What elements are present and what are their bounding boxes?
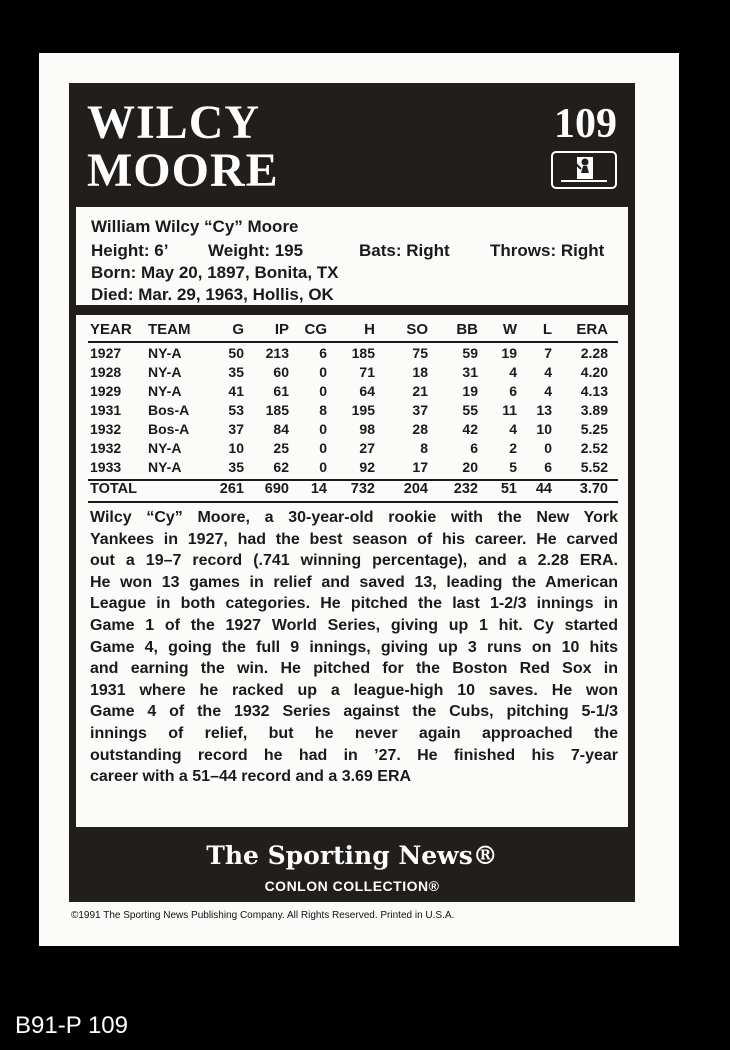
stat-h: 64: [359, 383, 375, 399]
stat-l: 0: [544, 440, 552, 456]
stat-w: 19: [501, 345, 517, 361]
stat-ip: 25: [273, 440, 289, 456]
stat-bb: 55: [462, 402, 478, 418]
stat-h: 98: [359, 421, 375, 437]
biography-line: out a 19–7 record (.741 winning percentage), and a 2.28 ERA.: [90, 552, 618, 570]
stat-era: 3.70: [579, 481, 608, 497]
weight: Weight: 195: [208, 241, 304, 260]
stat-year: 1928: [90, 364, 122, 380]
stat-bb: 6: [470, 440, 478, 456]
table-row: [76, 459, 628, 479]
stat-g: 261: [219, 481, 244, 497]
baseball-card-back: [39, 53, 679, 946]
stat-h: 92: [359, 459, 375, 475]
biography-line: Game 1 of the 1927 World Series, giving up 1 hit. Cy started: [90, 616, 618, 634]
collection-subtitle: CONLON COLLECTION®: [264, 878, 440, 894]
stat-ip: 84: [273, 421, 289, 437]
stat-so: 21: [412, 383, 428, 399]
stat-bb: 31: [462, 364, 478, 380]
stat-so: SO: [406, 321, 428, 338]
header-rule: [88, 341, 618, 343]
died: Died: Mar. 29, 1963, Hollis, OK: [91, 285, 334, 304]
stat-w: 4: [509, 364, 517, 380]
stat-bb: 19: [462, 383, 478, 399]
height: Height: 6’: [91, 241, 169, 260]
stat-ip: 60: [273, 364, 289, 380]
player-name-first: WILCY: [87, 96, 261, 149]
stat-team: Bos-A: [148, 402, 190, 418]
stat-ip: 62: [273, 459, 289, 475]
stat-cg: 8: [319, 402, 327, 418]
item-label: B91-P 109: [15, 1012, 128, 1039]
stat-so: 17: [412, 459, 428, 475]
stat-h: 71: [359, 364, 375, 380]
stat-ip: 185: [265, 402, 289, 418]
stat-cg: 0: [319, 421, 327, 437]
stat-bb: 20: [462, 459, 478, 475]
stat-cg: 14: [310, 481, 327, 497]
bio-panel: [76, 207, 628, 305]
stat-team: NY-A: [148, 440, 182, 456]
stat-so: 18: [412, 364, 428, 380]
stat-year: 1932: [90, 421, 122, 437]
stat-l: 4: [544, 364, 552, 380]
stat-cg: 6: [319, 345, 327, 361]
stat-g: 41: [228, 383, 244, 399]
stat-so: 204: [403, 481, 428, 497]
stat-h: 195: [351, 402, 375, 418]
stat-w: 2: [509, 440, 517, 456]
stat-era: 5.52: [580, 459, 608, 475]
stat-g: 35: [228, 459, 244, 475]
stat-bb: 232: [453, 481, 478, 497]
stat-cg: 0: [319, 364, 327, 380]
stat-bb: 42: [462, 421, 478, 437]
stat-year: 1931: [90, 402, 122, 418]
table-row: [76, 440, 628, 460]
stat-l: 7: [544, 345, 552, 361]
stat-w: 51: [500, 481, 517, 497]
stat-l: 44: [535, 481, 552, 497]
stat-so: 75: [412, 345, 428, 361]
stat-l: 4: [544, 383, 552, 399]
stat-year: 1927: [90, 345, 122, 361]
bottom-rule: [88, 501, 618, 503]
table-row: [76, 364, 628, 384]
stat-h: 732: [350, 481, 375, 497]
stat-g: 50: [228, 345, 244, 361]
stat-g: 35: [228, 364, 244, 380]
stat-era: 5.25: [580, 421, 608, 437]
stat-cg: CG: [304, 321, 327, 338]
stats-panel: [76, 315, 628, 827]
stats-header: [76, 321, 628, 341]
stat-w: 5: [509, 459, 517, 475]
stat-year: 1929: [90, 383, 122, 399]
stat-so: 28: [412, 421, 428, 437]
biography-line: innings of relief, but he never again approached the: [90, 724, 618, 742]
stat-ip: IP: [274, 321, 289, 338]
stat-w: 11: [502, 402, 517, 418]
biography-line: Wilcy “Cy” Moore, a 30-year-old rookie with the New York: [90, 509, 618, 526]
stat-g: G: [232, 321, 244, 338]
table-row: [76, 402, 628, 422]
stat-cg: 0: [319, 459, 327, 475]
stat-h: 27: [359, 440, 375, 456]
stat-era: 4.13: [580, 383, 608, 399]
stat-l: L: [542, 321, 552, 338]
stat-era: 3.89: [580, 402, 608, 418]
stat-w: W: [502, 321, 517, 338]
stat-era: 4.20: [580, 364, 608, 380]
biography-line: and earning the win. He pitched for the Boston Red Sox in: [90, 660, 618, 678]
biography-line: League in both categories. He pitched the last 1-2/3 innings in: [90, 595, 618, 613]
player-name: [87, 96, 279, 197]
stat-l: 10: [536, 421, 552, 437]
stat-era: 2.52: [580, 440, 608, 456]
stat-g: 53: [228, 402, 244, 418]
full-name: William Wilcy “Cy” Moore: [91, 217, 299, 236]
biography-line: He won 13 games in relief and saved 13, leading the American: [90, 573, 618, 591]
mlb-logo-icon: [551, 151, 617, 189]
stat-team: NY-A: [148, 345, 182, 361]
stat-era: ERA: [576, 321, 608, 338]
brand-title: The Sporting News®: [206, 841, 498, 870]
biography-line: Yankees in 1927, had the best season of his career. He carved: [90, 530, 618, 548]
stat-ip: 213: [265, 345, 289, 361]
biography-line: outstanding record he had in ’27. He finished his 7-year: [90, 746, 618, 764]
stat-team: NY-A: [148, 459, 182, 475]
stat-g: 37: [228, 421, 244, 437]
stat-so: 37: [412, 402, 428, 418]
biography-line: Game 4 of the 1932 Series against the Cubs, pitching 5-1/3: [90, 703, 618, 721]
stat-ip: 61: [273, 383, 289, 399]
stat-g: 10: [228, 440, 244, 456]
stats-total: [76, 481, 628, 501]
stat-w: 4: [509, 421, 517, 437]
bats: Bats: Right: [359, 241, 450, 260]
stat-bb: 59: [462, 345, 478, 361]
player-name-last: MOORE: [87, 144, 279, 197]
copyright-notice: ©1991 The Sporting News Publishing Company. All Rights Reserved. Printed in U.S.A.: [71, 910, 455, 921]
stat-team: NY-A: [148, 364, 182, 380]
stat-year: 1932: [90, 440, 122, 456]
biography-line: career with a 51–44 record and a 3.69 ERA: [90, 768, 412, 786]
stat-h: 185: [351, 345, 375, 361]
stat-team: TEAM: [148, 321, 191, 338]
stat-year: YEAR: [90, 321, 132, 338]
stat-year: 1933: [90, 459, 122, 475]
biography-line: Game 4, going the full 9 innings, giving up 3 runs on 10 hits: [90, 638, 618, 656]
card-frame: [69, 83, 635, 902]
table-row: [76, 421, 628, 441]
stat-team: NY-A: [148, 383, 182, 399]
born: Born: May 20, 1897, Bonita, TX: [91, 263, 339, 282]
biography-line: 1931 where he racked up a league-high 10 saves. He won: [90, 681, 618, 699]
stat-h: H: [364, 321, 375, 338]
stat-era: 2.28: [580, 345, 608, 361]
stat-ip: 690: [264, 481, 289, 497]
stat-l: 6: [544, 459, 552, 475]
throws: Throws: Right: [490, 241, 605, 260]
stat-l: 13: [536, 402, 552, 418]
card-number: 109: [554, 101, 617, 147]
table-row: [76, 383, 628, 403]
stat-year: TOTAL: [90, 481, 137, 497]
stat-bb: BB: [456, 321, 478, 338]
stat-so: 8: [420, 440, 428, 456]
stat-team: Bos-A: [148, 421, 190, 437]
stat-w: 6: [509, 383, 517, 399]
stat-cg: 0: [319, 440, 327, 456]
table-row: [76, 345, 628, 365]
stat-cg: 0: [319, 383, 327, 399]
biography-text: [90, 507, 618, 788]
